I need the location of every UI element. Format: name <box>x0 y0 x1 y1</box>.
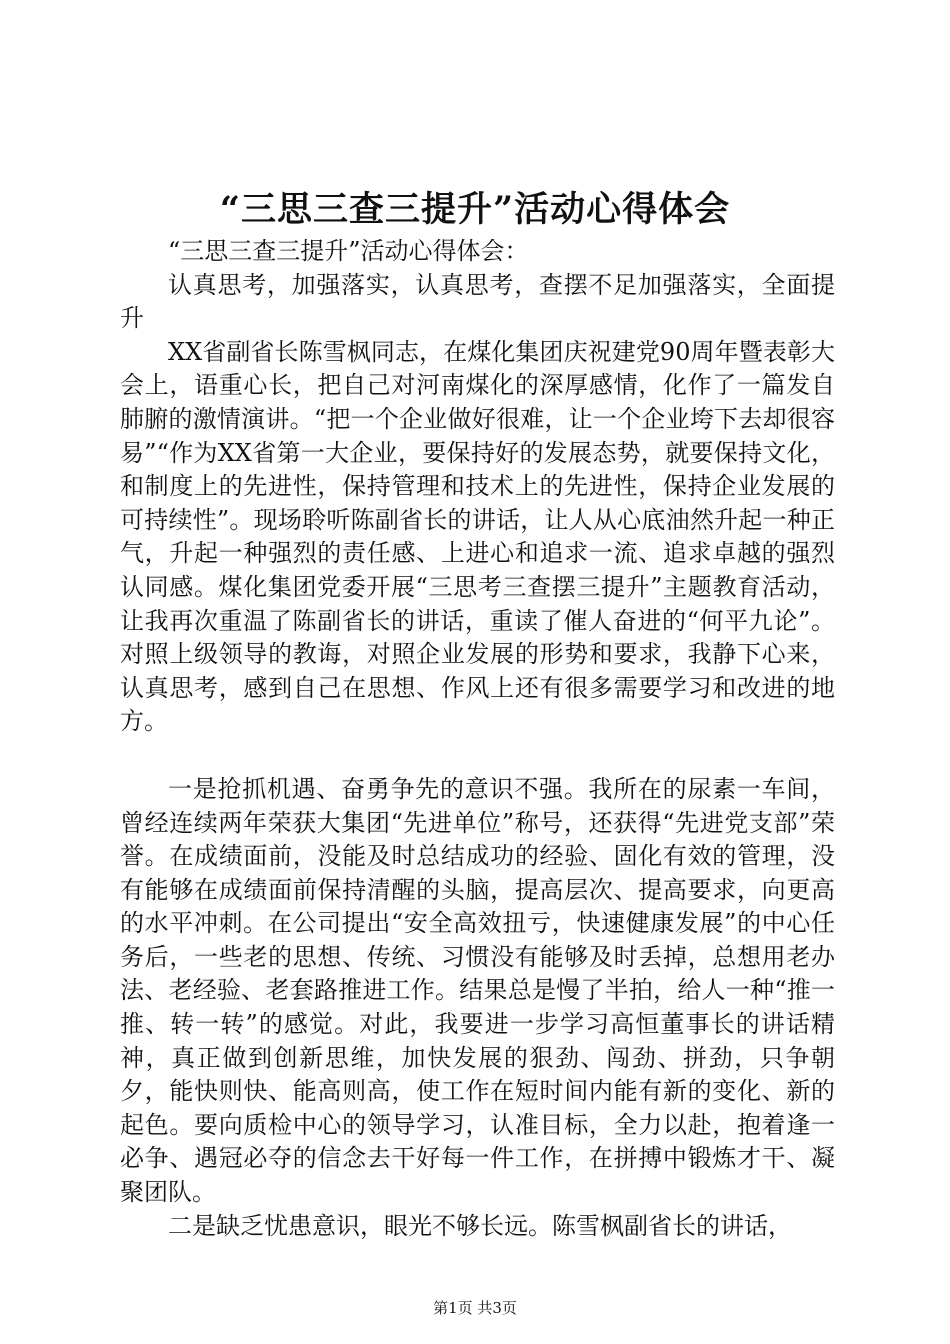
intro-paragraph: XX省副省长陈雪枫同志，在煤化集团庆祝建党90周年暨表彰大会上，语重心长，把自己对河南煤化的深厚感情，化作了一篇发自肺腑的激情演讲。“把一个企业做好很难，让一个企业垮下去却很容易”“作为XX省第一大企业，要保持好的发展态势，就要保持文化，和制度上的先进性，保持管理和技术上的先进性，保持企业发展的可持续性”。现场聆听陈副省长的讲话，让人从心底油然升起一种正气，升起一种强烈的责任感、上进心和追求一流、追求卓越的强烈认同感。煤化集团党委开展“三思考三查摆三提升”主题教育活动，让我再次重温了陈副省长的讲话，重读了催人奋进的“何平九论”。对照上级领导的教诲，对照企业发展的形势和要求，我静下心来，认真思考，感到自己在思想、作风上还有很多需要学习和改进的地方。 <box>120 337 835 736</box>
subtitle-paragraph: “三思三查三提升”活动心得体会： <box>168 237 529 265</box>
document-title: “三思三查三提升”活动心得体会 <box>219 189 731 230</box>
summary-paragraph: 认真思考，加强落实，认真思考，查摆不足加强落实，全面提升 <box>120 270 835 333</box>
document-body <box>120 235 835 1243</box>
point-one-paragraph: 一是抢抓机遇、奋勇争先的意识不强。我所在的尿素一车间，曾经连续两年荣获大集团“先进单位”称号，还获得“先进党支部”荣誉。在成绩面前，没能及时总结成功的经验、固化有效的管理，没有能够在成绩面前保持清醒的头脑，提高层次、提高要求，向更高的水平冲刺。在公司提出“安全高效扭亏，快速健康发展”的中心任务后，一些老的思想、传统、习惯没有能够及时丢掉，总想用老办法、老经验、老套路推进工作。结果总是慢了半拍，给人一种“推一推、转一转”的感觉。对此，我要进一步学习高恒董事长的讲话精神，真正做到创新思维，加快发展的狠劲、闯劲、拼劲，只争朝夕，能快则快、能高则高，使工作在短时间内能有新的变化、新的起色。要向质检中心的领导学习，认准目标，全力以赴，抱着逢一必争、遇冠必夺的信念去干好每一件工作，在拼搏中锻炼才干、凝聚团队。 <box>120 774 835 1207</box>
page-number-footer: 第1页 共3页 <box>433 1299 517 1317</box>
point-two-paragraph: 二是缺乏忧患意识，眼光不够长远。陈雪枫副省长的讲话， <box>168 1211 792 1240</box>
